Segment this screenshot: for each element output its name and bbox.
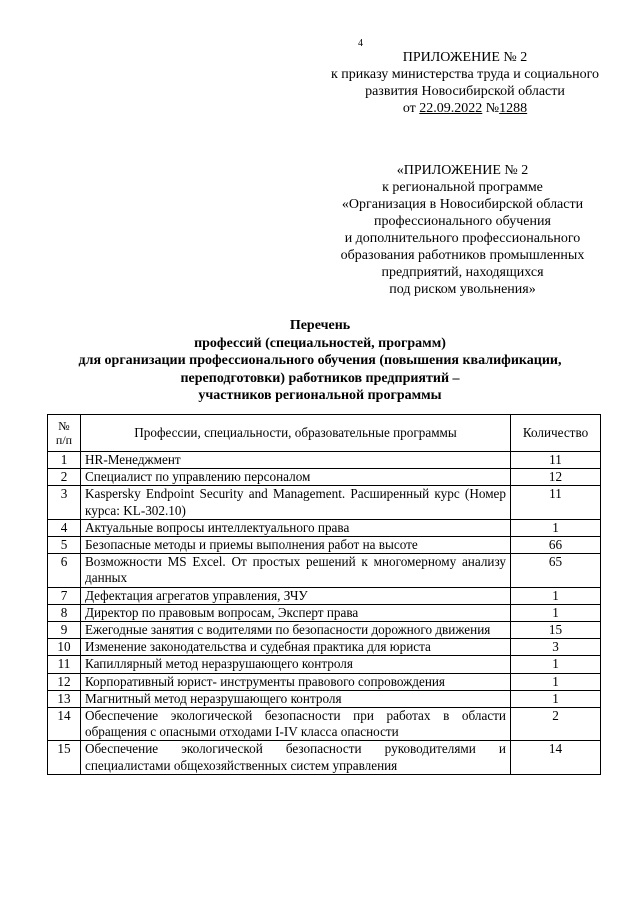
row-qty: 14: [511, 741, 601, 774]
row-num: 5: [48, 537, 81, 554]
row-num: 9: [48, 622, 81, 639]
table-header-row: [48, 415, 601, 452]
row-num: 6: [48, 554, 81, 587]
row-qty: 12: [511, 469, 601, 486]
appendix-date-line: [300, 100, 630, 117]
row-program: Дефектация агрегатов управления, ЗЧУ: [81, 587, 511, 604]
row-program: Специалист по управлению персоналом: [81, 469, 511, 486]
list-title-line: участников региональной программы: [198, 388, 442, 403]
row-program: Ежегодные занятия с водителями по безопасности дорожного движения: [81, 622, 511, 639]
row-qty: 2: [511, 708, 601, 741]
list-title: [40, 317, 600, 405]
row-program: Актуальные вопросы интеллектуального права: [81, 519, 511, 536]
row-qty: 1: [511, 673, 601, 690]
row-qty: 11: [511, 486, 601, 519]
table-row: [48, 486, 601, 519]
appendix-title: ПРИЛОЖЕНИЕ № 2: [402, 50, 528, 65]
table-row: [48, 587, 601, 604]
table-row: [48, 656, 601, 673]
program-appendix: [300, 162, 625, 298]
number-sep: №: [482, 101, 500, 116]
table-row: [48, 741, 601, 774]
row-qty: 3: [511, 639, 601, 656]
row-program: Капиллярный метод неразрушающего контроля: [81, 656, 511, 673]
table-row: [48, 639, 601, 656]
list-title-line: Перечень: [289, 318, 351, 333]
row-qty: 66: [511, 537, 601, 554]
row-program: Корпоративный юрист- инструменты правового сопровождения: [81, 673, 511, 690]
row-num: 2: [48, 469, 81, 486]
row-program: HR-Менеджмент: [81, 452, 511, 469]
row-qty: 1: [511, 690, 601, 707]
list-title-line: переподготовки) работников предприятий –: [180, 370, 460, 386]
table-row: [48, 452, 601, 469]
row-num: 11: [48, 656, 81, 673]
row-program: Безопасные методы и приемы выполнения работ на высоте: [81, 537, 511, 554]
row-num: 15: [48, 741, 81, 774]
header-name: Профессии, специальности, образовательные программы: [81, 415, 511, 452]
row-program: Директор по правовым вопросам, Эксперт права: [81, 604, 511, 621]
row-num: 10: [48, 639, 81, 656]
row-qty: 11: [511, 452, 601, 469]
row-num: 8: [48, 604, 81, 621]
program-appendix-line: под риском увольнения»: [389, 282, 536, 297]
row-program: Обеспечение экологической безопасности руководителями и специалистами общехозяйственных систем управления: [81, 741, 511, 774]
row-num: 1: [48, 452, 81, 469]
page-number: 4: [358, 38, 363, 49]
row-num: 13: [48, 690, 81, 707]
program-appendix-line: профессионального обучения: [374, 214, 551, 229]
table-row: [48, 690, 601, 707]
appendix-header: [300, 49, 630, 117]
appendix-line-1: к приказу министерства труда и социального: [330, 67, 600, 82]
row-num: 4: [48, 519, 81, 536]
appendix-line-2: развития Новосибирской области: [365, 84, 565, 99]
row-num: 12: [48, 673, 81, 690]
table-row: [48, 708, 601, 741]
row-program: Изменение законодательства и судебная практика для юриста: [81, 639, 511, 656]
order-number: 1288: [499, 101, 528, 116]
list-title-line: для организации профессионального обучения (повышения квалификации,: [78, 353, 562, 368]
program-appendix-line: предприятий, находящихся: [381, 265, 544, 280]
row-qty: 1: [511, 604, 601, 621]
table-row: [48, 673, 601, 690]
row-qty: 1: [511, 656, 601, 673]
professions-table: [47, 414, 601, 775]
row-num: 14: [48, 708, 81, 741]
row-qty: 1: [511, 587, 601, 604]
header-num: [48, 415, 81, 452]
row-program: Kaspersky Endpoint Security and Management. Расширенный курс (Номер курса: KL-302.10): [81, 486, 511, 519]
program-appendix-line: к региональной программе: [382, 180, 543, 195]
table-row: [48, 469, 601, 486]
row-program: Магнитный метод неразрушающего контроля: [81, 690, 511, 707]
program-appendix-line: и дополнительного профессионального: [344, 231, 581, 246]
table-row: [48, 622, 601, 639]
row-program: Обеспечение экологической безопасности при работах в области обращения с опасными отходами I-IV класса опасности: [81, 708, 511, 741]
list-title-line: профессий (специальностей, программ): [194, 335, 446, 351]
row-num: 7: [48, 587, 81, 604]
date-prefix: от: [402, 101, 420, 116]
program-appendix-line: «Организация в Новосибирской области: [341, 197, 584, 212]
program-appendix-line: «ПРИЛОЖЕНИЕ № 2: [396, 163, 529, 178]
row-num: 3: [48, 486, 81, 519]
table-row: [48, 604, 601, 621]
row-qty: 65: [511, 554, 601, 587]
row-program: Возможности MS Excel. От простых решений к многомерному анализу данных: [81, 554, 511, 587]
table-row: [48, 519, 601, 536]
header-num-abbr: п/п: [55, 433, 73, 447]
table-row: [48, 537, 601, 554]
row-qty: 15: [511, 622, 601, 639]
header-num-symbol: №: [58, 419, 70, 433]
row-qty: 1: [511, 519, 601, 536]
table-row: [48, 554, 601, 587]
header-qty: Количество: [511, 415, 601, 452]
program-appendix-line: образования работников промышленных: [340, 248, 585, 263]
order-date: 22.09.2022: [419, 101, 483, 116]
